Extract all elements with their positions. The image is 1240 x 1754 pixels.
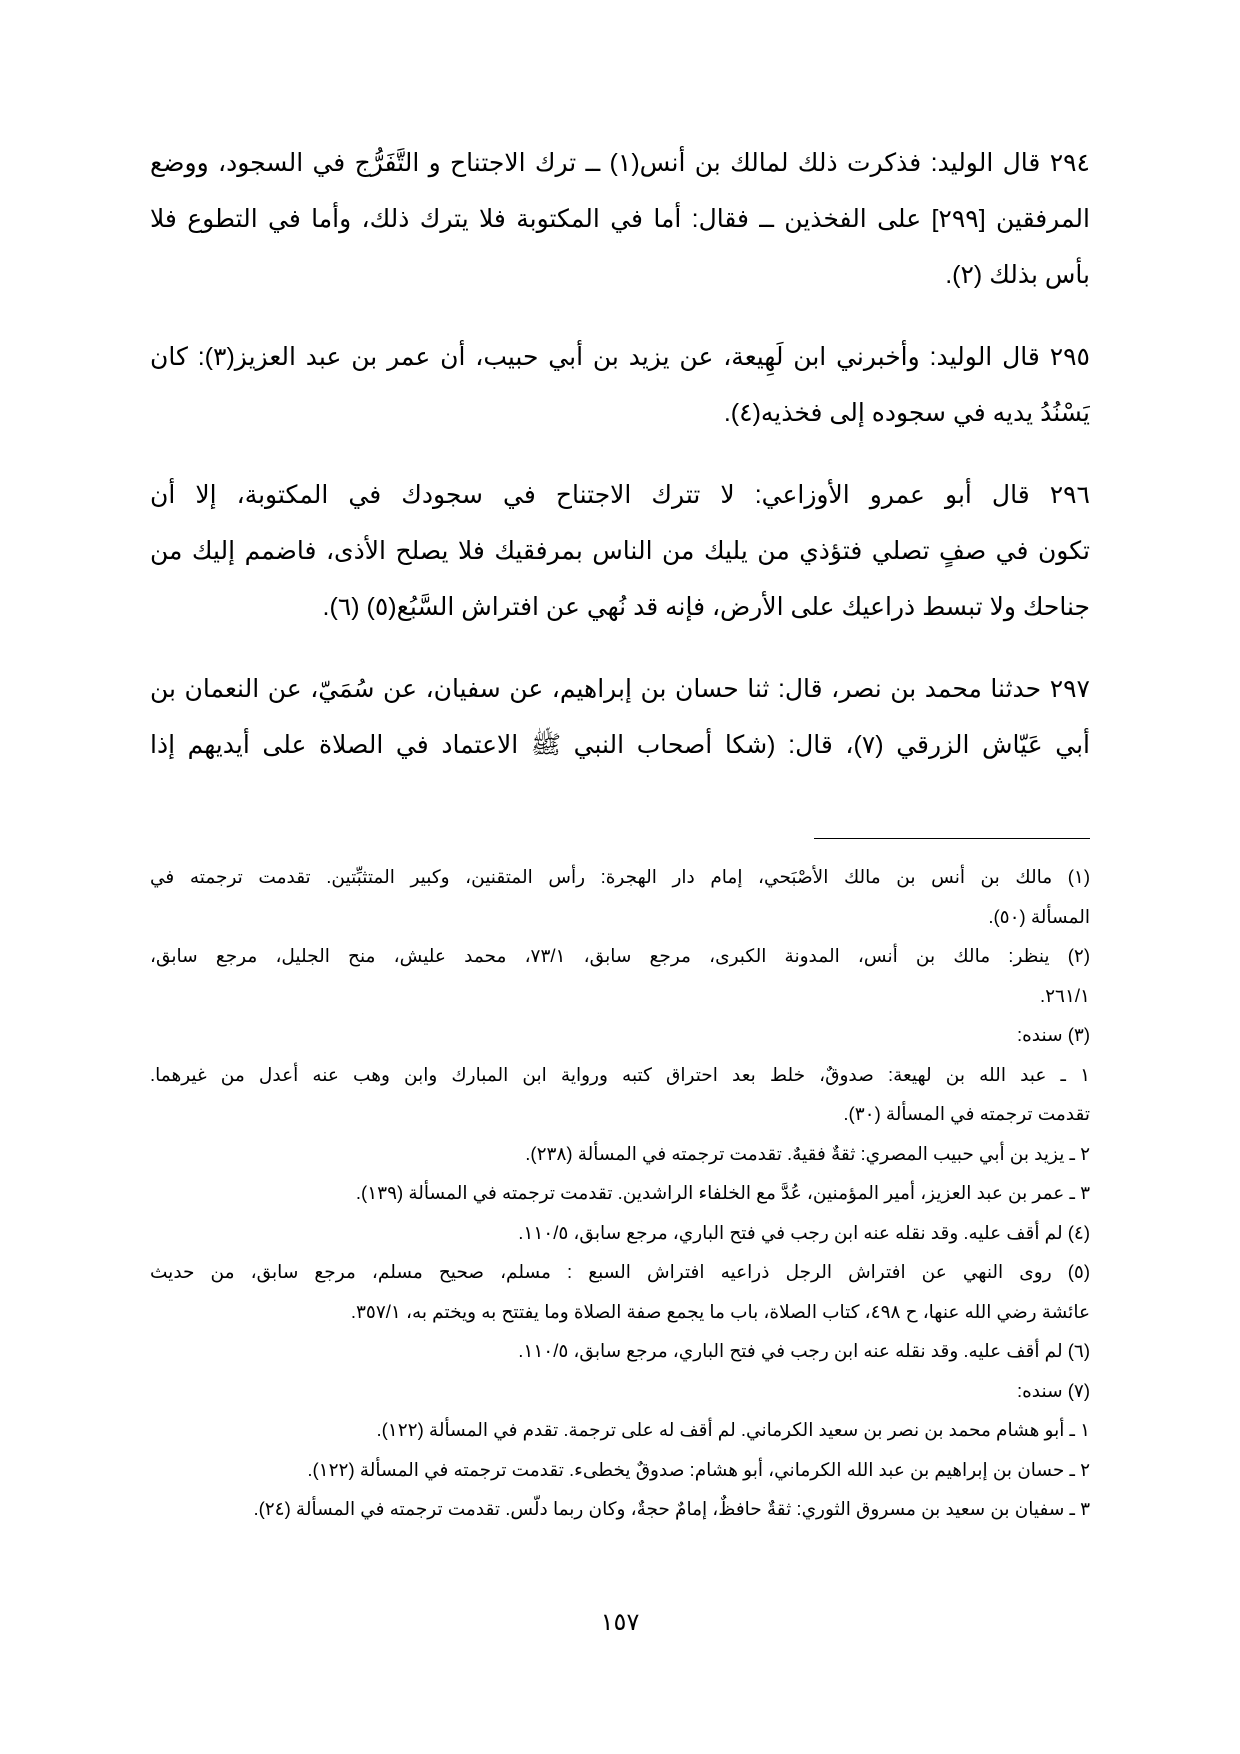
main-text-line: بأس بذلك (٢). xyxy=(945,261,1090,289)
main-text-line: ٢٩٤ قال الوليد: فذكرت ذلك لمالك بن أنس(١) ــ ترك الاجتناح و التَّفَرُّج في السجود، ووضع xyxy=(150,149,1090,177)
footnote-line: (٣) سنده: xyxy=(1016,1024,1090,1045)
main-text-line: جناحك ولا تبسط ذراعيك على الأرض، فإنه قد نُهي عن افتراش السَّبُع(٥) (٦). xyxy=(322,593,1090,621)
footnote-line: (٥) روى النهي عن افتراش الرجل ذراعيه افتراش السبع : مسلم، صحيح مسلم، مرجع سابق، من حديث xyxy=(150,1261,1090,1282)
paragraph-gap xyxy=(150,635,1090,661)
footnote-line: (٧) سنده: xyxy=(1016,1379,1090,1401)
paragraph-gap xyxy=(150,441,1090,467)
main-text-line: يَسْنُدُ يديه في سجوده إلى فخذيه(٤). xyxy=(723,399,1090,427)
footnote-line: ٢ ـ يزيد بن أبي حبيب المصري: ثقةٌ فقيهٌ. تقدمت ترجمته في المسألة (٢٣٨). xyxy=(525,1142,1090,1164)
footnote-separator xyxy=(814,838,1090,839)
footnote-line: المسألة (٥٠). xyxy=(988,905,1090,927)
footnote-line: عائشة رضي الله عنها، ح ٤٩٨، كتاب الصلاة، باب ما يجمع صفة الصلاة وما يفتتح به ويختم به، ٣٥٧/١. xyxy=(350,1300,1090,1322)
main-text-line: تكون في صفٍ تصلي فتؤذي من يليك من الناس بمرفقيك فلا يصلح الأذى، فاضمم إليك من xyxy=(150,537,1090,565)
page-number: ١٥٧ xyxy=(600,1609,640,1636)
main-text-line: ٢٩٧ حدثنا محمد بن نصر، قال: ثنا حسان بن إبراهيم، عن سفيان، عن سُمَيّ، عن النعمان بن xyxy=(150,675,1090,703)
footnote-line: ٢ ـ حسان بن إبراهيم بن عبد الله الكرماني، أبو هشام: صدوقٌ يخطىء. تقدمت ترجمته في المسألة (١٢٢). xyxy=(307,1458,1090,1480)
footnote-line: تقدمت ترجمته في المسألة (٣٠). xyxy=(843,1103,1090,1124)
footnote-line: (٢) ينظر: مالك بن أنس، المدونة الكبرى، مرجع سابق، ٧٣/١، محمد عليش، منح الجليل، مرجع سابق، xyxy=(150,945,1090,966)
paragraph-gap xyxy=(150,303,1090,329)
main-text-block xyxy=(150,135,1090,773)
main-text-line: ٢٩٦ قال أبو عمرو الأوزاعي: لا تترك الاجتناح في سجودك في المكتوبة، إلا أن xyxy=(150,481,1090,509)
footnote-line: (٤) لم أقف عليه. وقد نقله عنه ابن رجب في فتح الباري، مرجع سابق، ١١٠/٥. xyxy=(518,1221,1090,1243)
footnote-line: ٢٦١/١. xyxy=(1039,984,1090,1006)
footnotes-block xyxy=(150,857,1090,1529)
main-text-line: المرفقين [٢٩٩] على الفخذين ــ فقال: أما في المكتوبة فلا يترك ذلك، وأما في التطوع فلا xyxy=(150,205,1090,233)
main-text-line: أبي عَيّاش الزرقي (٧)، قال: (شكا أصحاب النبي ﷺ الاعتماد في الصلاة على أيديهم إذا xyxy=(150,731,1090,759)
main-text-line: ٢٩٥ قال الوليد: وأخبرني ابن لَهِيعة، عن يزيد بن أبي حبيب، أن عمر بن عبد العزيز(٣): كان xyxy=(150,343,1090,371)
footnote-line: (١) مالك بن أنس بن مالك الأصْبَحي، إمام دار الهجرة: رأس المتقنين، وكبير المتثبِّتين. تقدمت ترجمته في xyxy=(150,866,1090,887)
footnote-line: ٣ ـ عمر بن عبد العزيز، أمير المؤمنين، عُدَّ مع الخلفاء الراشدين. تقدمت ترجمته في المسألة (١٣٩). xyxy=(355,1182,1090,1203)
footnote-line: ٣ ـ سفيان بن سعيد بن مسروق الثوري: ثقةٌ حافظٌ، إمامٌ حجةٌ، وكان ربما دلّس. تقدمت ترجمته في المسألة (٢٤). xyxy=(253,1498,1090,1519)
footnote-line: ١ ـ عبد الله بن لهيعة: صدوقٌ، خلط بعد احتراق كتبه ورواية ابن المبارك وابن وهب عنه أعدل من غيرهما. xyxy=(150,1063,1090,1085)
footnote-line: (٦) لم أقف عليه. وقد نقله عنه ابن رجب في فتح الباري، مرجع سابق، ١١٠/٥. xyxy=(518,1340,1090,1361)
footnote-line: ١ ـ أبو هشام محمد بن نصر بن سعيد الكرماني. لم أقف له على ترجمة. تقدم في المسألة (١٢٢). xyxy=(376,1419,1090,1440)
